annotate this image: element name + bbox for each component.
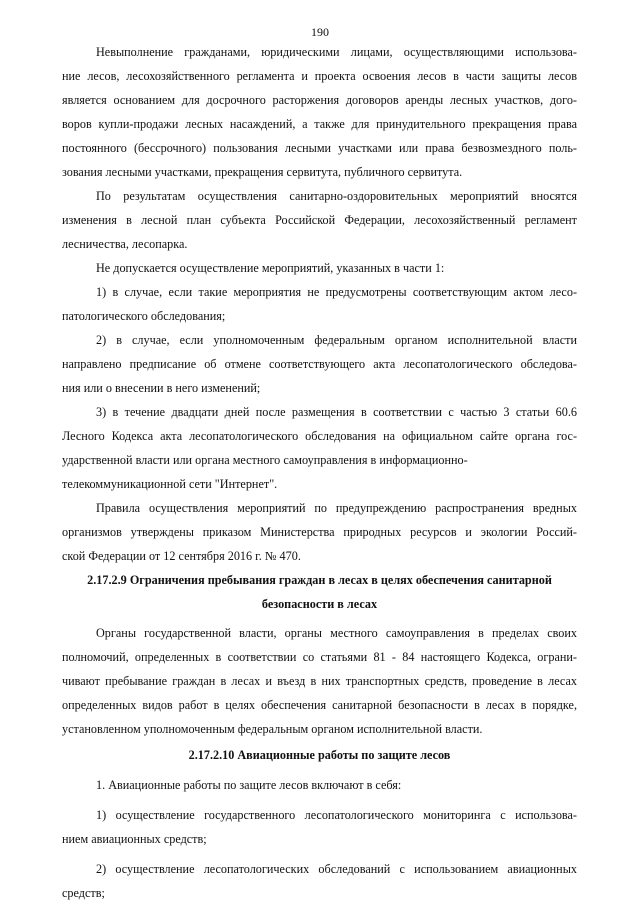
text-line: ударственной власти или органа местного самоуправления в информационно- xyxy=(62,453,468,467)
text-line: ской Федерации от 12 сентября 2016 г. № 470. xyxy=(62,549,301,563)
text-line: 1) осуществление государственного лесопатологического мониторинга с использова- xyxy=(96,808,577,822)
text-line: является основанием для досрочного расторжения договоров аренды лесных участков, дого- xyxy=(62,93,577,107)
text-line: зования лесными участками, прекращения сервитута, публичного сервитута. xyxy=(62,165,463,179)
text-line: 2) осуществление лесопатологических обследований с использованием авиационных xyxy=(96,862,577,876)
text-line: определенных видов работ в целях обеспечения санитарной безопасности в лесах в порядке, xyxy=(62,698,577,712)
text-line: установленном уполномоченным федеральным органом исполнительной власти. xyxy=(62,722,483,736)
text-line: полномочий, определенных в соответствии со статьями 81 - 84 настоящего Кодекса, ограни- xyxy=(62,650,577,664)
text-line: направлено предписание об отмене соответствующего акта лесопатологического обследова- xyxy=(62,357,577,371)
page-number: 190 xyxy=(311,25,329,39)
text-line: лесничества, лесопарка. xyxy=(62,237,188,251)
text-line: воров купли-продажи лесных насаждений, а также для принудительного прекращения права xyxy=(62,117,577,131)
section-heading-line: 2.17.2.10 Авиационные работы по защите лесов xyxy=(188,748,451,762)
text-line: изменения в лесной план субъекта Российской Федерации, лесохозяйственный регламент xyxy=(62,213,577,227)
text-line: По результатам осуществления санитарно-оздоровительных мероприятий вносятся xyxy=(96,189,577,203)
text-line: Лесного Кодекса акта лесопатологического обследования на официальном сайте органа гос- xyxy=(62,429,577,443)
text-line: чивают пребывание граждан в лесах и въезд в них транспортных средств, проведение в лесах xyxy=(62,674,577,688)
text-line: Органы государственной власти, органы местного самоуправления в пределах своих xyxy=(96,626,577,640)
text-line: Невыполнение гражданами, юридическими лицами, осуществляющими использова- xyxy=(96,45,577,59)
text-line: 2) в случае, если уполномоченным федеральным органом исполнительной власти xyxy=(96,333,577,347)
text-line: ние лесов, лесохозяйственного регламента и проекта освоения лесов в части защиты лесов xyxy=(62,69,577,83)
text-line: организмов утверждены приказом Министерства природных ресурсов и экологии Россий- xyxy=(62,525,577,539)
text-line: Правила осуществления мероприятий по предупреждению распространения вредных xyxy=(96,501,577,515)
text-line: 3) в течение двадцати дней после размещения в соответствии с частью 3 статьи 60.6 xyxy=(96,405,577,419)
text-line: нием авиационных средств; xyxy=(62,832,207,846)
text-line: средств; xyxy=(62,886,105,900)
section-heading-line: 2.17.2.9 Ограничения пребывания граждан в лесах в целях обеспечения санитарной xyxy=(87,573,552,587)
text-line: патологического обследования; xyxy=(62,309,226,323)
text-line: Не допускается осуществление мероприятий, указанных в части 1: xyxy=(96,261,445,275)
text-line: 1. Авиационные работы по защите лесов включают в себя: xyxy=(96,778,402,792)
text-line: телекоммуникационной сети "Интернет". xyxy=(62,477,278,491)
text-line: ния или о внесении в него изменений; xyxy=(62,381,261,395)
section-heading-line: безопасности в лесах xyxy=(261,597,378,611)
text-line: 1) в случае, если такие мероприятия не предусмотрены соответствующим актом лесо- xyxy=(96,285,577,299)
text-line: постоянного (бессрочного) пользования лесными участками или права безвозмездного поль- xyxy=(62,141,577,155)
